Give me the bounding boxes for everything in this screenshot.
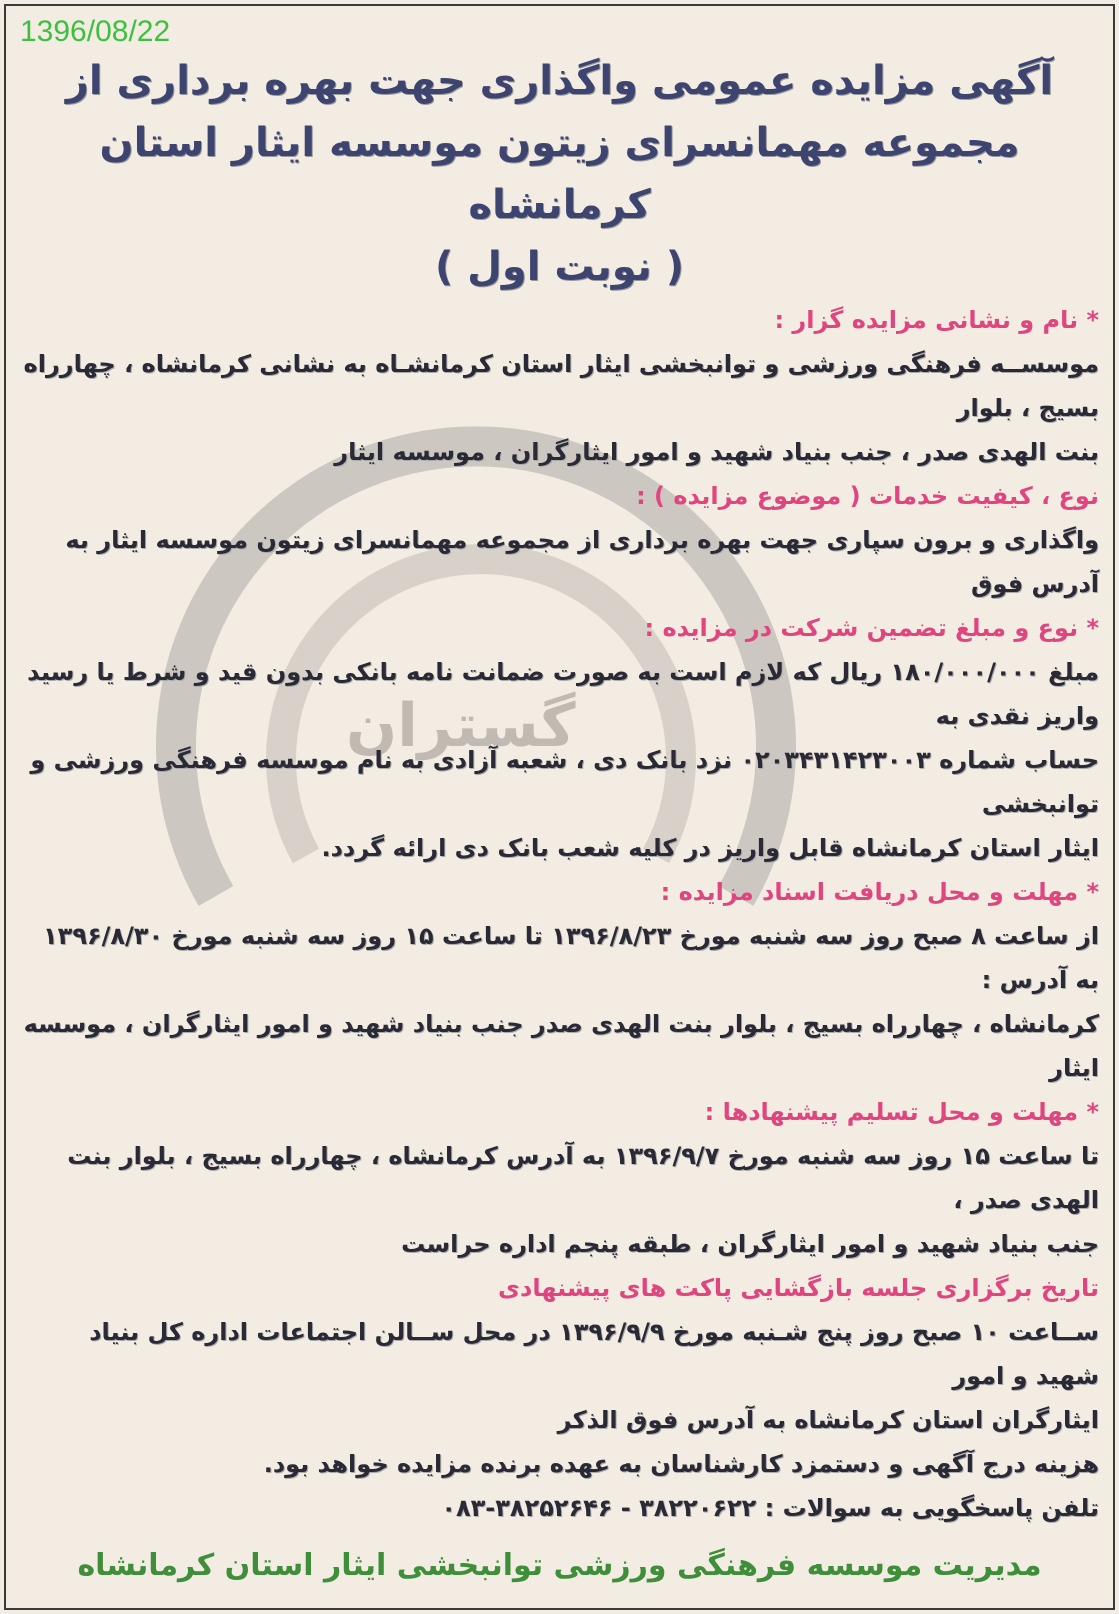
ad-border <box>4 4 1115 1610</box>
body-line: از ساعت ۸ صبح روز سه شنبه مورخ ۱۳۹۶/۸/۲۳ تا ساعت ۱۵ روز سه شنبه مورخ ۱۳۹۶/۸/۳۰ به آدرس : <box>43 922 1099 994</box>
title-line-2: مجموعه مهمانسرای زیتون موسسه ایثار استان کرمانشاه <box>99 120 1020 228</box>
stamp-date: 1396/08/22 <box>20 15 171 48</box>
watermark-text: گستران <box>346 691 576 761</box>
cost-note: هزینه درج آگهی و دستمزد کارشناسان به عهده برنده مزایده خواهد بود. <box>263 1450 1099 1478</box>
title-line-3: ( نوبت اول ) <box>434 244 685 290</box>
section-heading-organizer: * نام و نشانی مزایده گزار : <box>774 306 1099 334</box>
body-line: تا ساعت ۱۵ روز سه شنبه مورخ ۱۳۹۶/۹/۷ به آدرس کرمانشاه ، چهارراه بسیج ، بلوار بنت الهدی صدر ، <box>67 1142 1099 1214</box>
body-line: واگذاری و برون سپاری جهت بهره برداری از مجموعه مهمانسرای زیتون موسسه ایثار به آدرس فوق <box>65 526 1099 598</box>
title-line-1: آگهی مزایده عمومی واگذاری جهت بهره برداری از <box>65 58 1054 104</box>
body-line: کرمانشاه ، چهارراه بسیج ، بلوار بنت الهدی صدر جنب بنیاد شهید و امور ایثارگران ، موسسه ایثار <box>23 1010 1099 1082</box>
section-heading-submission: * مهلت و محل تسلیم پیشنهادها : <box>704 1098 1099 1126</box>
body-line: ایثار استان کرمانشاه قابل واریز در کلیه شعب بانک دی ارائه گردد. <box>321 834 1099 862</box>
footer-signature: مدیریت موسسه فرهنگی ورزشی توانبخشی ایثار استان کرمانشاه <box>77 1548 1042 1583</box>
ad-content <box>20 50 1099 1592</box>
body-line: بنت الهدی صدر ، جنب بنیاد شهید و امور ایثارگران ، موسسه ایثار <box>334 438 1099 466</box>
section-heading-subject: نوع ، کیفیت خدمات ( موضوع مزایده ) : <box>636 482 1099 510</box>
body-line: ســاعت ۱۰ صبح روز پنج شـنبه مورخ ۱۳۹۶/۹/۹ در محل ســالن اجتماعات اداره کل بنیاد شهید و امور <box>89 1318 1099 1390</box>
body-line: مبلغ ۱۸۰/۰۰۰/۰۰۰ ریال که لازم است به صورت ضمانت نامه بانکی بدون قید و شرط یا رسید واریز نقدی به <box>27 658 1099 730</box>
body-line: موسســه فرهنگی ورزشی و توانبخشی ایثار استان کرمانشـاه به نشانی کرمانشاه ، چهارراه بسیج ، بلوار <box>23 350 1099 422</box>
body-line: ایثارگران استان کرمانشاه به آدرس فوق الذکر <box>557 1406 1099 1434</box>
section-heading-opening: تاریخ برگزاری جلسه بازگشایی پاکت های پیشنهادی <box>498 1274 1099 1302</box>
section-heading-documents: * مهلت و محل دریافت اسناد مزایده : <box>660 878 1099 906</box>
body-line: حساب شماره ۰۲۰۳۴۳۱۴۲۳۰۰۳ نزد بانک دی ، شعبه آزادی به نام موسسه فرهنگی ورزشی و توانبخشی <box>30 746 1099 818</box>
section-heading-guarantee: * نوع و مبلغ تضمین شرکت در مزایده : <box>644 614 1099 642</box>
phone-line: تلفن پاسخگویی به سوالات : ۳۸۲۲۰۶۲۲ - ۳۸۲۵۲۶۴۶-۰۸۳ <box>441 1494 1099 1522</box>
body-line: جنب بنیاد شهید و امور ایثارگران ، طبقه پنجم اداره حراست <box>401 1230 1099 1258</box>
